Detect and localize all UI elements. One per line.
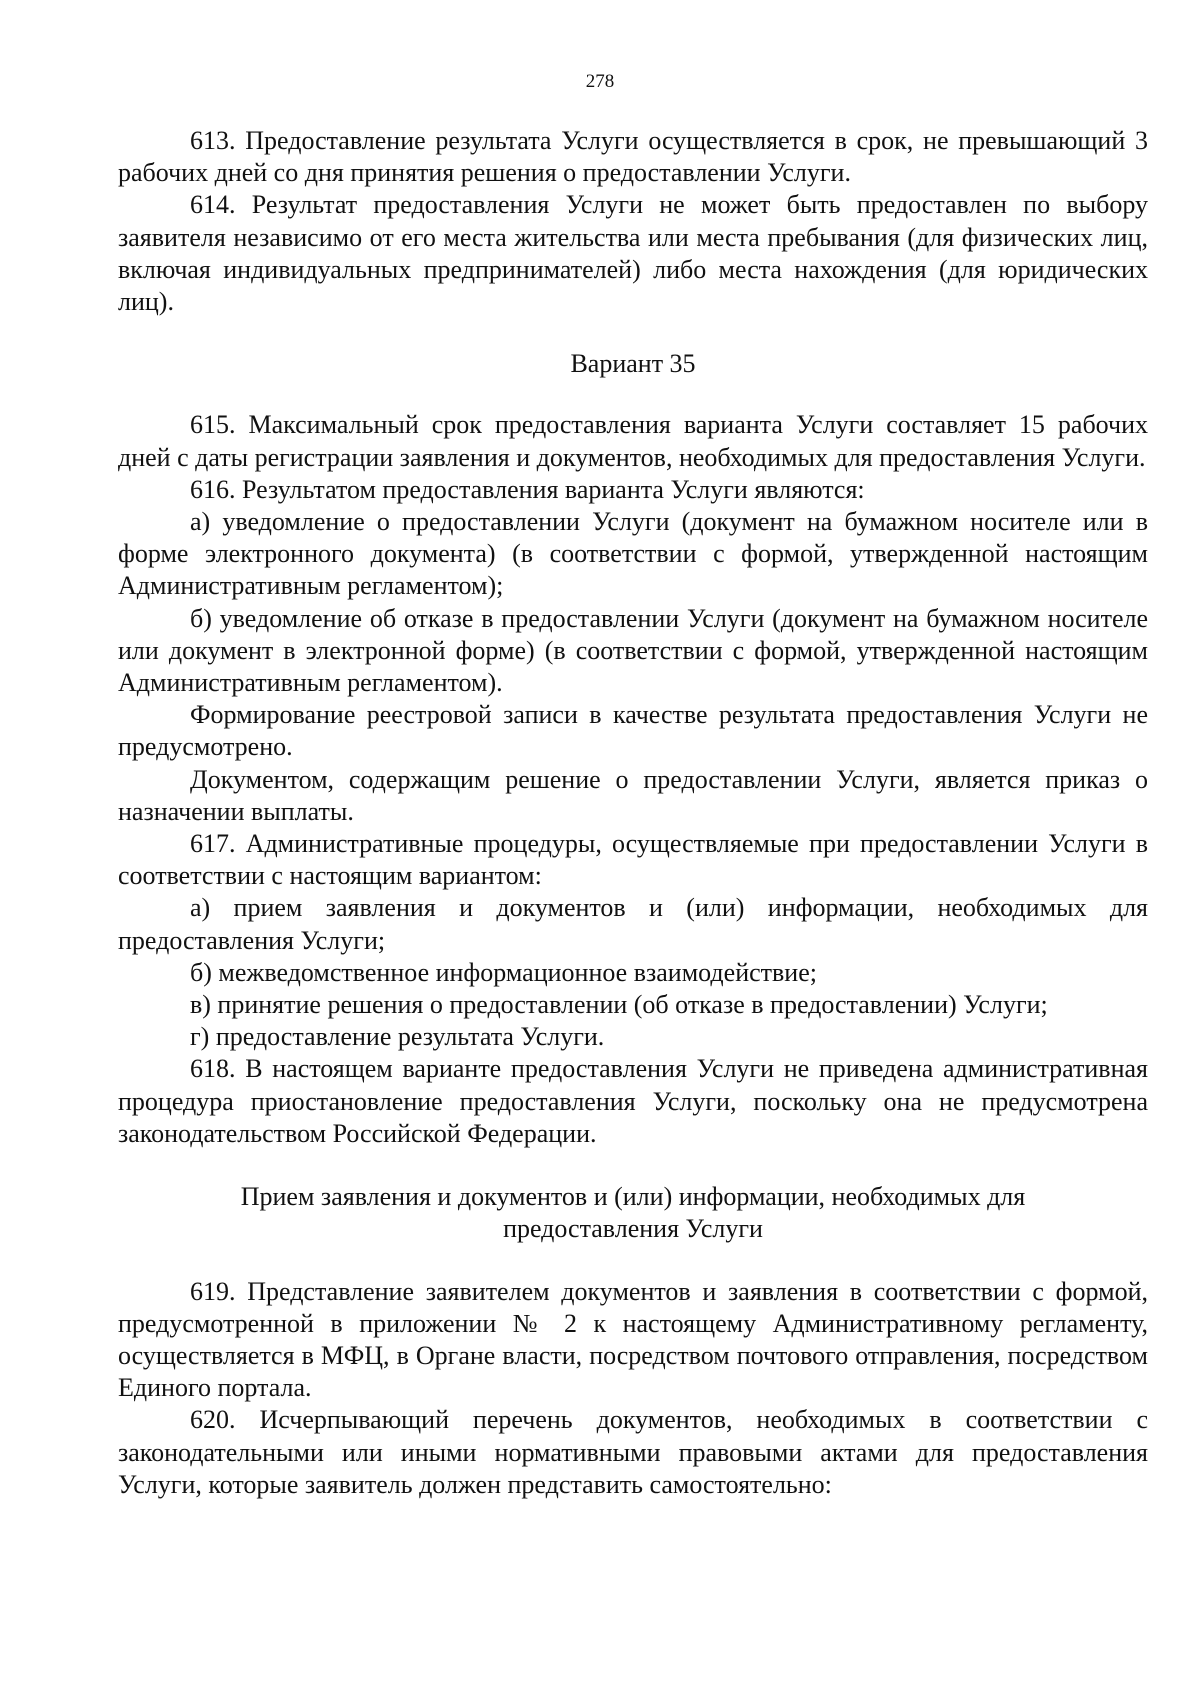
- section-heading-line-2: предоставления Услуги: [503, 1214, 763, 1244]
- section-heading: [118, 1181, 1148, 1245]
- paragraph-618: 618. В настоящем варианте предоставления Услуги не приведена административная процедура приостановление предоставления Услуги, поскольку она не предусмотрена законодательством Российской Федерации.: [118, 1054, 1148, 1148]
- list-item-617-v: в) принятие решения о предоставлении (об отказе в предоставлении) Услуги;: [190, 990, 1048, 1020]
- paragraph-registry-record: Формирование реестровой записи в качестве результата предоставления Услуги не предусмотрено.: [118, 700, 1148, 762]
- paragraph-619: 619. Представление заявителем документов и заявления в соответствии с формой, предусмотренной в приложении № 2 к настоящему Административному регламенту, осуществляется в МФЦ, в Органе власти, посредством почтового отправления, посредством Единого портала.: [118, 1276, 1148, 1403]
- paragraph-617: 617. Административные процедуры, осуществляемые при предоставлении Услуги в соответствии с настоящим вариантом:: [118, 829, 1148, 891]
- paragraph-615: 615. Максимальный срок предоставления варианта Услуги составляет 15 рабочих дней с даты регистрации заявления и документов, необходимых для предоставления Услуги.: [118, 410, 1148, 472]
- variant-heading-line: Вариант 35: [570, 349, 696, 379]
- paragraph-616: 616. Результатом предоставления варианта Услуги являются:: [190, 474, 865, 504]
- page-number: 278: [585, 71, 615, 92]
- list-item-617-b: б) межведомственное информационное взаимодействие;: [190, 957, 817, 987]
- section-heading-line-1: Прием заявления и документов и (или) информации, необходимых для: [240, 1182, 1026, 1212]
- paragraph-620: 620. Исчерпывающий перечень документов, необходимых в соответствии с законодательными или иными нормативными правовыми актами для предоставления Услуги, которые заявитель должен представить самостоятельно:: [118, 1405, 1148, 1499]
- list-item-616-b: б) уведомление об отказе в предоставлении Услуги (документ на бумажном носителе или документ в электронной форме) (в соответствии с формой, утвержденной настоящим Административным регламентом).: [118, 603, 1148, 698]
- list-item-617-a: а) прием заявления и документов и (или) информации, необходимых для предоставления Услуги;: [118, 893, 1148, 955]
- paragraph-614: 614. Результат предоставления Услуги не может быть предоставлен по выбору заявителя независимо от его места жительства или места пребывания (для физических лиц, включая индивидуальных предпринимателей) либо места нахождения (для юридических лиц).: [118, 190, 1148, 317]
- paragraph-decision-document: Документом, содержащим решение о предоставлении Услуги, является приказ о назначении выплаты.: [118, 764, 1148, 826]
- list-item-616-a: а) уведомление о предоставлении Услуги (документ на бумажном носителе или в форме электронного документа) (в соответствии с формой, утвержденной настоящим Административным регламентом);: [118, 507, 1148, 601]
- variant-heading: [118, 348, 1148, 380]
- paragraph-613: 613. Предоставление результата Услуги осуществляется в срок, не превышающий 3 рабочих дней со дня принятия решения о предоставлении Услуги.: [118, 126, 1148, 188]
- document-body: [118, 125, 1148, 1501]
- list-item-617-g: г) предоставление результата Услуги.: [190, 1022, 605, 1052]
